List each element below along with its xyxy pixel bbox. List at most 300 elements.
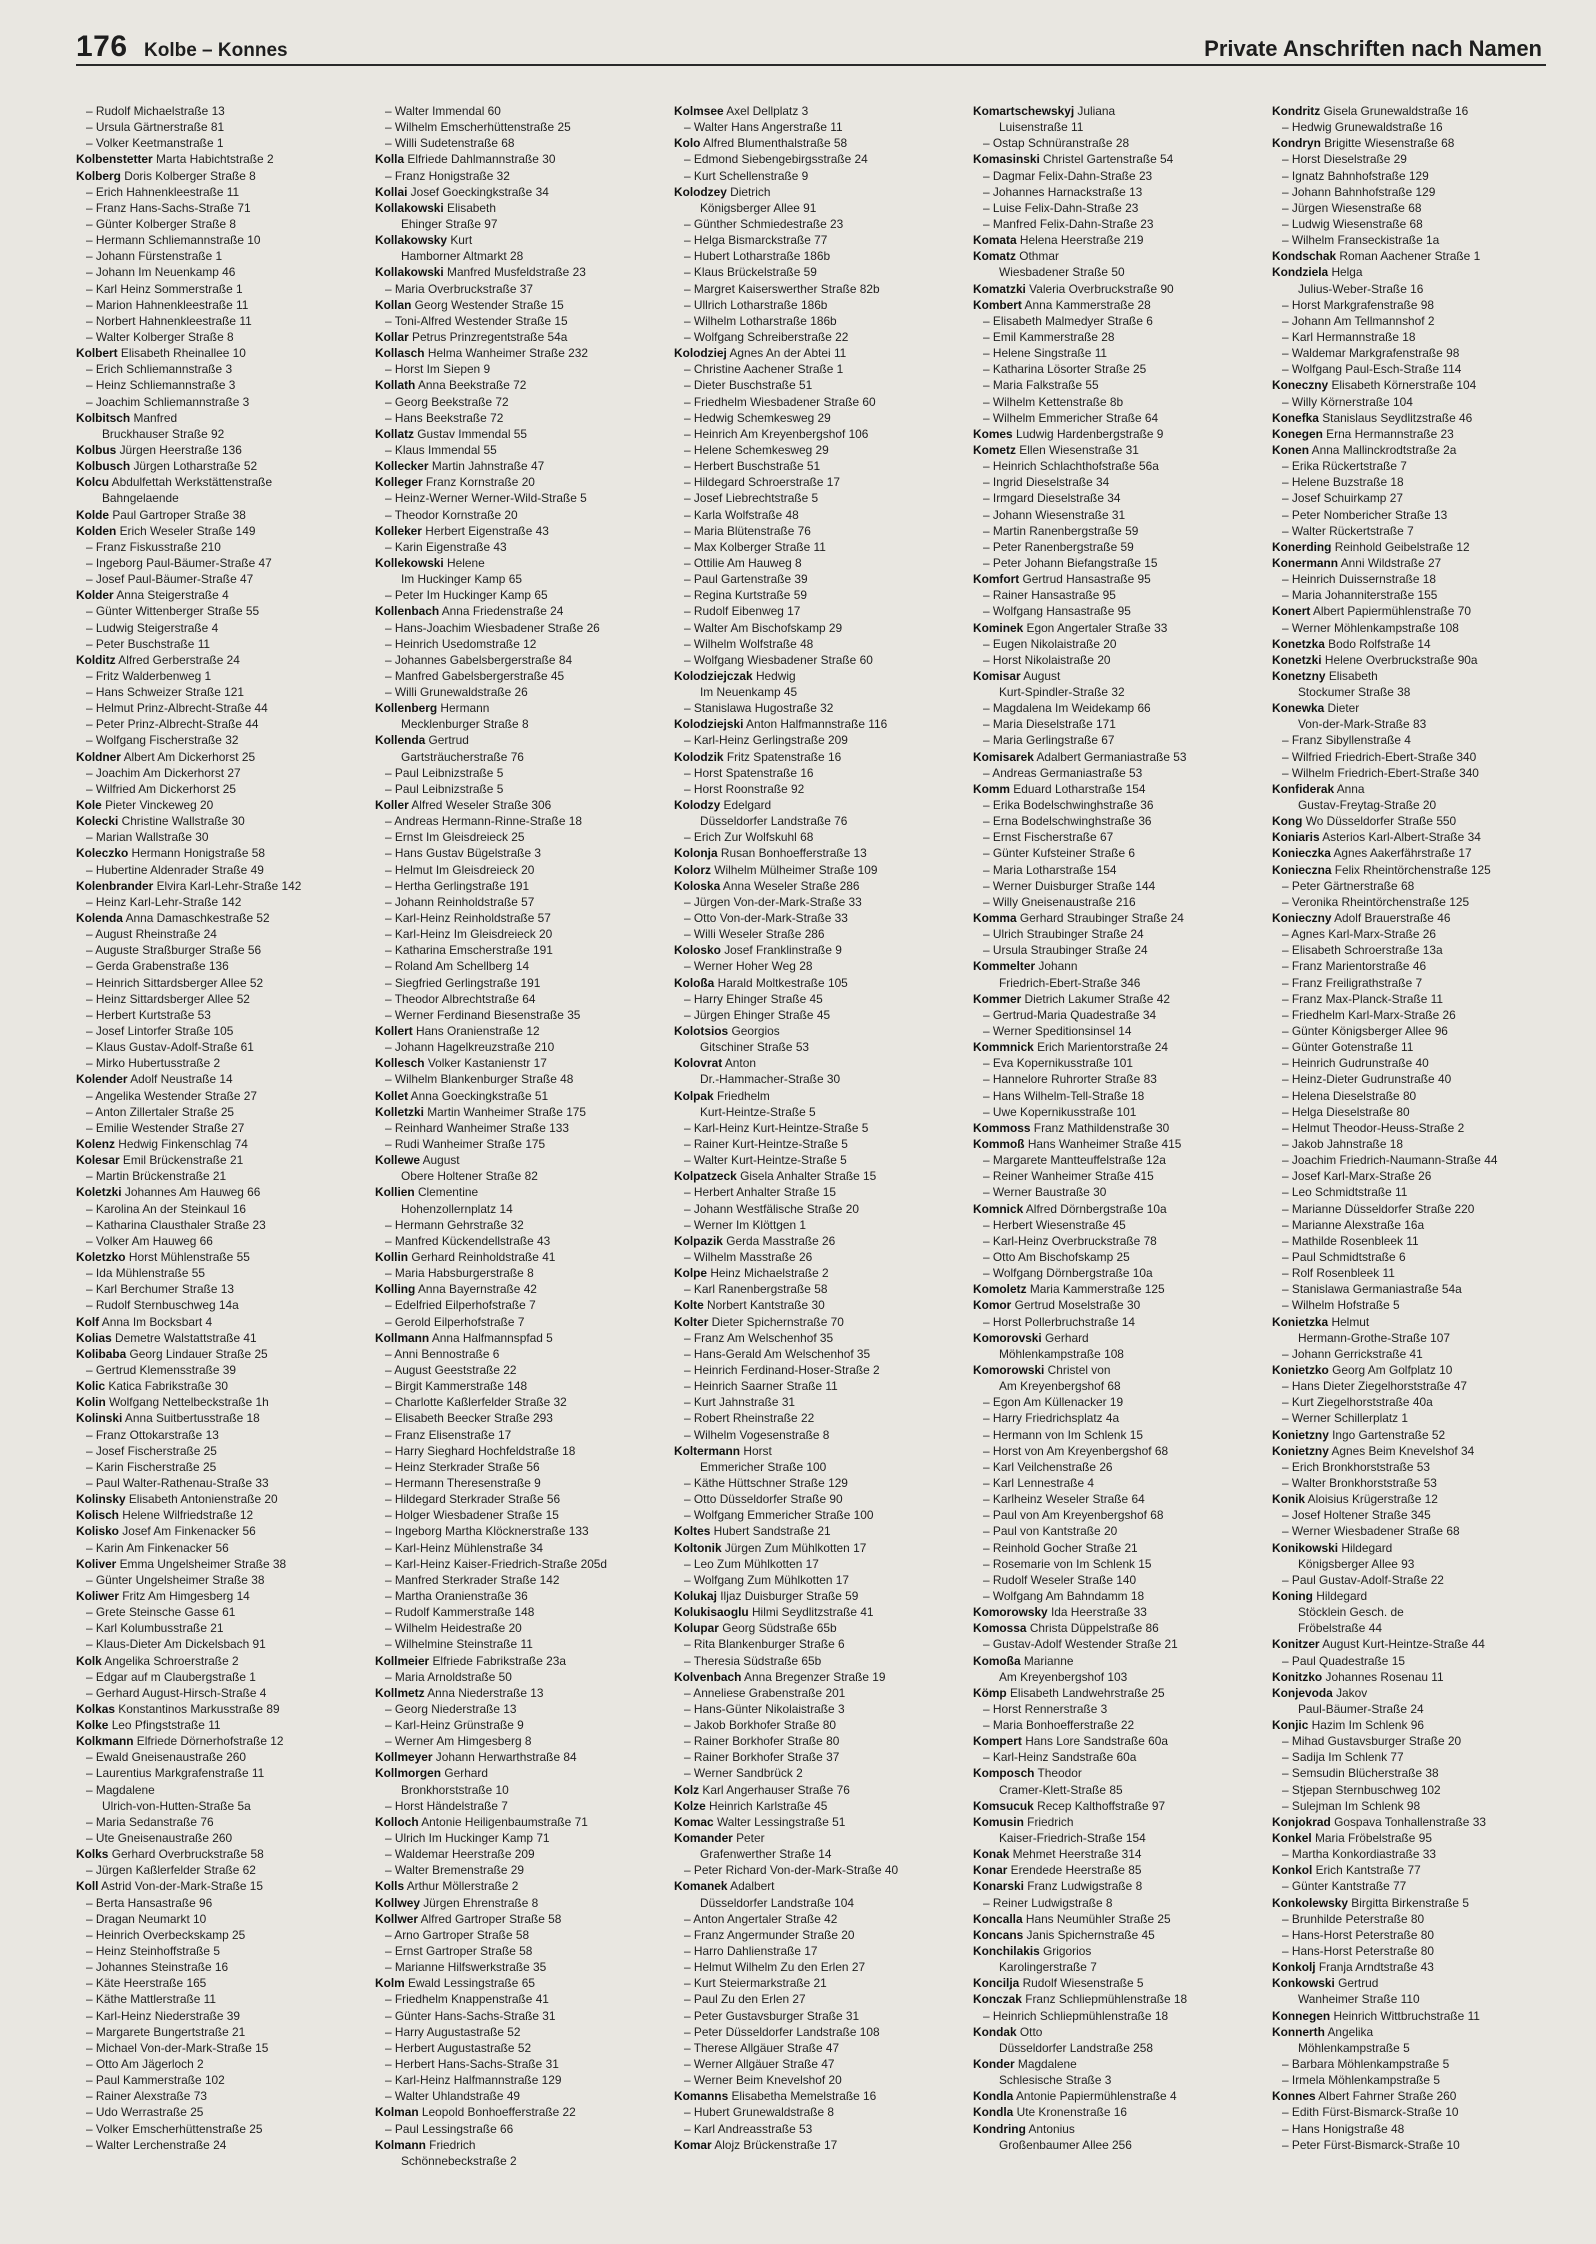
entry-details: Anna Suitbertusstraße 18 bbox=[122, 1411, 260, 1426]
directory-entry: – Jakob Jahnstraße 18 bbox=[1282, 1137, 1403, 1151]
entry-details: Iljaz Duisburger Straße 59 bbox=[716, 1588, 859, 1603]
surname: Komorowsky bbox=[973, 1605, 1048, 1620]
directory-entry: – Heinrich Usedomstraße 12 bbox=[385, 636, 537, 651]
entry-details: Petrus Prinzregentstraße 54a bbox=[408, 329, 568, 344]
directory-entry bbox=[76, 1491, 366, 1507]
directory-entry: – Günther Schmiedestraße 23 bbox=[684, 216, 844, 231]
entry-details: Adalbert bbox=[727, 1879, 775, 1894]
directory-entry: – Werner Speditionsinsel 14 bbox=[983, 1024, 1132, 1039]
directory-entry bbox=[375, 426, 665, 442]
directory-entry: – Hans-Joachim Wiesbadener Straße 26 bbox=[385, 620, 600, 635]
directory-entry: – Sulejman Im Schlenk 98 bbox=[1282, 1798, 1421, 1813]
entry-details: Leo Pfingststraße 11 bbox=[108, 1718, 221, 1733]
directory-entry bbox=[973, 1297, 1263, 1313]
surname: Kollenbach bbox=[375, 604, 440, 619]
entry-details: Ewald Lessingstraße 65 bbox=[404, 1976, 535, 1991]
directory-entry: – Marianne Düsseldorfer Straße 220 bbox=[1282, 1201, 1475, 1216]
directory-entry bbox=[375, 523, 665, 539]
directory-entry: – Theodor Albrechtstraße 64 bbox=[385, 991, 536, 1006]
directory-entry: – Marianne Alexstraße 16a bbox=[1282, 1217, 1425, 1232]
surname: Konietzka bbox=[1272, 1314, 1329, 1329]
directory-entry bbox=[375, 232, 665, 248]
directory-entry bbox=[1272, 410, 1562, 426]
directory-entry bbox=[1272, 135, 1562, 151]
directory-entry: – Josef Schuirkamp 27 bbox=[1282, 491, 1403, 506]
directory-entry bbox=[674, 1265, 964, 1281]
directory-entry: – Wolfgang Dörnbergstraße 10a bbox=[983, 1266, 1153, 1281]
directory-entry: – Ignatz Bahnhofstraße 129 bbox=[1282, 168, 1429, 183]
directory-entry bbox=[1272, 426, 1562, 442]
entry-details: Manfred bbox=[130, 410, 178, 425]
entry-details: Franja Arndtstraße 43 bbox=[1315, 1960, 1434, 1975]
directory-entry: – Peter Düsseldorfer Landstraße 108 bbox=[684, 2024, 880, 2039]
directory-entry: – Karl-Heinz Im Gleisdreieck 20 bbox=[385, 927, 553, 942]
surname: Konegen bbox=[1272, 426, 1323, 441]
directory-entry: – Heinrich Duissernstraße 18 bbox=[1282, 572, 1436, 587]
directory-entry: Schönnebeckstraße 2 bbox=[401, 2153, 517, 2168]
directory-entry: – Hans-Horst Peterstraße 80 bbox=[1282, 1927, 1434, 1942]
directory-entry: Grafenwerther Straße 14 bbox=[700, 1847, 832, 1862]
directory-entry: – Heinrich Overbeckskamp 25 bbox=[86, 1927, 246, 1942]
directory-entry bbox=[973, 781, 1263, 797]
surname: Kollakowsky bbox=[375, 233, 448, 248]
directory-entry: – Ernst Gartroper Straße 58 bbox=[385, 1944, 533, 1959]
surname: Kolinski bbox=[76, 1411, 123, 1426]
surname: Koneczny bbox=[1272, 378, 1329, 393]
directory-entry: – Mirko Hubertusstraße 2 bbox=[86, 1056, 221, 1071]
directory-entry bbox=[76, 410, 366, 426]
directory-entry: – Agnes Karl-Marx-Straße 26 bbox=[1282, 927, 1436, 942]
entry-details: August bbox=[419, 1153, 460, 1168]
directory-entry: Karolingerstraße 7 bbox=[999, 1960, 1097, 1975]
entry-details: Alojz Brückenstraße 17 bbox=[711, 2137, 838, 2152]
surname: Kolk bbox=[76, 1653, 102, 1668]
entry-details: Helene bbox=[443, 555, 485, 570]
directory-entry: – Wilhelm Friedrich-Ebert-Straße 340 bbox=[1282, 765, 1479, 780]
directory-entry: Großenbaumer Allee 256 bbox=[999, 2137, 1132, 2152]
surname: Kondla bbox=[973, 2105, 1014, 2120]
directory-entry: – Franz Angermunder Straße 20 bbox=[684, 1927, 855, 1942]
directory-entry bbox=[674, 1620, 964, 1636]
directory-entry: – Klaus Gustav-Adolf-Straße 61 bbox=[86, 1040, 254, 1055]
surname: Kollakowski bbox=[375, 265, 444, 280]
entry-details: Reinhold Geibelstraße 12 bbox=[1331, 539, 1470, 554]
directory-entry bbox=[1272, 1636, 1562, 1652]
directory-entry bbox=[674, 1523, 964, 1539]
directory-entry bbox=[1272, 1540, 1562, 1556]
directory-entry bbox=[76, 1346, 366, 1362]
entry-details: Wolfgang Nettelbeckstraße 1h bbox=[105, 1395, 269, 1410]
directory-entry: – Karl-Heinz Halfmannstraße 129 bbox=[385, 2073, 562, 2088]
directory-entry bbox=[1272, 1362, 1562, 1378]
directory-entry: – Rudolf Weseler Straße 140 bbox=[983, 1572, 1137, 1587]
entry-details: Christine Wallstraße 30 bbox=[118, 814, 245, 829]
surname: Komatz bbox=[973, 249, 1016, 264]
directory-entry: Düsseldorfer Landstraße 258 bbox=[999, 2040, 1154, 2055]
directory-entry: Möhlenkampstraße 108 bbox=[999, 1346, 1124, 1361]
directory-entry: – Maria Lotharstraße 154 bbox=[983, 862, 1117, 877]
directory-entry: – Erich Hahnenkleestraße 11 bbox=[86, 184, 240, 199]
directory-entry: – Friedhelm Karl-Marx-Straße 26 bbox=[1282, 1007, 1456, 1022]
surname: Koloßa bbox=[674, 975, 715, 990]
entry-details: Helena Heerstraße 219 bbox=[1016, 233, 1144, 248]
directory-entry: – Karl-Heinz Reinholdstraße 57 bbox=[385, 911, 551, 926]
entry-details: Grigorios bbox=[1039, 1944, 1092, 1959]
directory-entry: – Wilhelm Franseckistraße 1a bbox=[1282, 233, 1440, 248]
entry-details: Johannes Am Hauweg 66 bbox=[121, 1185, 261, 1200]
directory-entry: – Katharina Lösorter Straße 25 bbox=[983, 362, 1147, 377]
directory-entry: – Günter Hans-Sachs-Straße 31 bbox=[385, 2008, 556, 2023]
directory-entry bbox=[375, 1749, 665, 1765]
directory-entry: – Harry Sieghard Hochfeldstraße 18 bbox=[385, 1443, 576, 1458]
directory-entry: – Hermann Theresenstraße 9 bbox=[385, 1475, 541, 1490]
directory-entry: – Manfred Sterkrader Straße 142 bbox=[385, 1572, 560, 1587]
directory-entry bbox=[1272, 700, 1562, 716]
surname: Konkolewsky bbox=[1272, 1895, 1348, 1910]
directory-entry: – Emil Kammerstraße 28 bbox=[983, 329, 1115, 344]
entry-details: Ute Kronenstraße 16 bbox=[1013, 2105, 1127, 2120]
directory-entry: – Hildegard Schroerstraße 17 bbox=[684, 475, 840, 490]
surname: Komisarek bbox=[973, 749, 1034, 764]
entry-details: Gerhard Overbruckstraße 58 bbox=[108, 1847, 264, 1862]
directory-entry bbox=[973, 1281, 1263, 1297]
surname: Konieczna bbox=[1272, 862, 1332, 877]
entry-details: Otto bbox=[1016, 2024, 1043, 2039]
surname: Kollmeyer bbox=[375, 1750, 433, 1765]
directory-entry bbox=[76, 1507, 366, 1523]
directory-entry: – Hertha Gerlingstraße 191 bbox=[385, 878, 530, 893]
directory-entry bbox=[973, 1765, 1263, 1781]
entry-details: Erich Weseler Straße 149 bbox=[116, 523, 256, 538]
directory-entry: – Kurt Steiermarkstraße 21 bbox=[684, 1976, 827, 1991]
surname: Kolpazik bbox=[674, 1233, 723, 1248]
surname: Konik bbox=[1272, 1492, 1306, 1507]
directory-entry: – Fritz Walderbenweg 1 bbox=[86, 668, 212, 683]
directory-entry: – Maria Johanniterstraße 155 bbox=[1282, 588, 1438, 603]
directory-entry: – Margarete Bungertstraße 21 bbox=[86, 2024, 246, 2039]
entry-details: Juliana bbox=[1074, 104, 1116, 118]
directory-entry: – Johann Bahnhofstraße 129 bbox=[1282, 184, 1436, 199]
directory-entry bbox=[674, 878, 964, 894]
entry-details: Marta Habichtstraße 2 bbox=[152, 152, 274, 167]
entry-details: Manfred Musfeldstraße 23 bbox=[443, 265, 586, 280]
directory-entry bbox=[674, 1088, 964, 1104]
directory-entry: – Maria Overbruckstraße 37 bbox=[385, 281, 534, 296]
directory-entry bbox=[375, 151, 665, 167]
directory-entry: – Heinrich Gudrunstraße 40 bbox=[1282, 1056, 1429, 1071]
directory-entry bbox=[674, 1443, 964, 1459]
directory-entry: – Christine Aachener Straße 1 bbox=[684, 362, 844, 377]
surname: Kolleger bbox=[375, 475, 423, 490]
entry-details: Albert Fahrner Straße 260 bbox=[1315, 2089, 1457, 2104]
entry-details: Fritz Spatenstraße 16 bbox=[723, 749, 842, 764]
section-title: Private Anschriften nach Namen bbox=[1204, 36, 1542, 61]
directory-entry: – Anni Bennostraße 6 bbox=[385, 1346, 500, 1361]
surname: Konfiderak bbox=[1272, 781, 1335, 796]
surname: Kolditz bbox=[76, 652, 116, 667]
directory-entry: – Käthe Hüttschner Straße 129 bbox=[684, 1475, 848, 1490]
surname: Kolletzki bbox=[375, 1104, 424, 1119]
entry-details: Erna Hermannstraße 23 bbox=[1322, 426, 1454, 441]
directory-entry bbox=[375, 2137, 665, 2153]
surname: Kolotsios bbox=[674, 1024, 729, 1039]
directory-entry: – Walter Immendal 60 bbox=[385, 104, 501, 118]
directory-entry: – Käte Heerstraße 165 bbox=[86, 1976, 207, 1991]
directory-entry: – Otto Am Jägerloch 2 bbox=[86, 2057, 204, 2072]
entry-details: Elisabeth bbox=[443, 200, 496, 215]
directory-entry: – Volker Emscherhüttenstraße 25 bbox=[86, 2121, 263, 2136]
directory-entry: – Rudolf Michaelstraße 13 bbox=[86, 104, 225, 118]
directory-entry: – Horst Im Siepen 9 bbox=[385, 362, 491, 377]
directory-entry: – Leo Schmidtstraße 11 bbox=[1282, 1185, 1408, 1200]
directory-entry: – Peter Fürst-Bismarck-Straße 10 bbox=[1282, 2137, 1460, 2152]
directory-entry bbox=[973, 1798, 1263, 1814]
directory-entry bbox=[76, 523, 366, 539]
directory-entry bbox=[674, 1168, 964, 1184]
surname: Konkel bbox=[1272, 1831, 1312, 1846]
surname: Konetzny bbox=[1272, 668, 1326, 683]
entry-details: Anna Bayernstraße 42 bbox=[415, 1282, 537, 1297]
directory-entry bbox=[1272, 813, 1562, 829]
surname: Kolukaj bbox=[674, 1588, 717, 1603]
surname: Kombert bbox=[973, 297, 1022, 312]
directory-entry bbox=[375, 1023, 665, 1039]
directory-entry: – Wilhelm Vogesenstraße 8 bbox=[684, 1427, 830, 1442]
entry-details: Johann bbox=[1035, 959, 1078, 974]
entry-details: Jürgen Lotharstraße 52 bbox=[130, 459, 258, 474]
entry-details: Pieter Vinckeweg 20 bbox=[101, 798, 214, 813]
directory-entry bbox=[375, 1184, 665, 1200]
surname: Kolin bbox=[76, 1395, 106, 1410]
directory-entry: – Karl Ranenbergstraße 58 bbox=[684, 1282, 828, 1297]
entry-details: Paul Gartroper Straße 38 bbox=[109, 507, 246, 522]
directory-entry: – Helene Schemkesweg 29 bbox=[684, 442, 829, 457]
directory-entry: – Walter Bronkhorststraße 53 bbox=[1282, 1475, 1437, 1490]
directory-entry: – Stanislawa Germaniastraße 54a bbox=[1282, 1282, 1462, 1297]
entry-details: Anna Damaschkestraße 52 bbox=[122, 911, 270, 926]
entry-details: Anna Goeckingkstraße 51 bbox=[408, 1088, 549, 1103]
directory-entry: – Wilhelm Emmericher Straße 64 bbox=[983, 410, 1159, 425]
entry-details: Anna Friedenstraße 24 bbox=[439, 604, 564, 619]
surname: Kolden bbox=[76, 523, 117, 538]
directory-entry: – Franz Fiskusstraße 210 bbox=[86, 539, 221, 554]
directory-entry bbox=[375, 474, 665, 490]
surname: Kolbusch bbox=[76, 459, 131, 474]
directory-entry: – Martha Oranienstraße 36 bbox=[385, 1588, 528, 1603]
directory-entry: – Karl Veilchenstraße 26 bbox=[983, 1459, 1113, 1474]
surname: Kolenbrander bbox=[76, 878, 154, 893]
surname: Konieczny bbox=[1272, 911, 1332, 926]
directory-entry bbox=[1272, 652, 1562, 668]
directory-entry bbox=[674, 103, 964, 119]
directory-entry bbox=[1272, 1427, 1562, 1443]
directory-entry: – Ulrich Straubinger Straße 24 bbox=[983, 927, 1144, 942]
entry-details: Martin Jahnstraße 47 bbox=[428, 459, 545, 474]
directory-entry bbox=[1272, 668, 1562, 684]
entry-details: Anna Bregenzer Straße 19 bbox=[741, 1669, 886, 1684]
directory-entry: – Johannes Gabelsbergerstraße 84 bbox=[385, 652, 573, 667]
surname: Kolosko bbox=[674, 943, 721, 958]
directory-entry: – Klaus Immendal 55 bbox=[385, 442, 497, 457]
directory-entry: – Herbert Hans-Sachs-Straße 31 bbox=[385, 2057, 559, 2072]
directory-entry: – Johann Westfälische Straße 20 bbox=[684, 1201, 859, 1216]
entry-details: Hans Lore Sandstraße 60a bbox=[1021, 1734, 1168, 1749]
surname: Komoletz bbox=[973, 1282, 1027, 1297]
directory-entry bbox=[973, 571, 1263, 587]
directory-entry bbox=[76, 587, 366, 603]
entry-details: Leopold Bonhoefferstraße 22 bbox=[418, 2105, 576, 2120]
surname: Kollenda bbox=[375, 733, 426, 748]
directory-entry bbox=[674, 749, 964, 765]
entry-details: Rusan Bonhoefferstraße 13 bbox=[717, 846, 867, 861]
entry-details: Heinrich Wittbruchstraße 11 bbox=[1330, 2008, 1480, 2023]
directory-entry bbox=[1272, 248, 1562, 264]
entry-details: Walter Lessingstraße 51 bbox=[713, 1814, 846, 1829]
surname: Koncalla bbox=[973, 1911, 1023, 1926]
surname: Kolde bbox=[76, 507, 110, 522]
directory-entry: – Ernst Fischerstraße 67 bbox=[983, 830, 1114, 845]
surname: Komasinski bbox=[973, 152, 1040, 167]
entry-details: Alfred Dörnbergstraße 10a bbox=[1023, 1201, 1167, 1216]
directory-entry: – Johann Am Tellmannshof 2 bbox=[1282, 313, 1435, 328]
directory-entry: – Helene Singstraße 11 bbox=[983, 346, 1108, 361]
surname: Kole bbox=[76, 798, 102, 813]
directory-entry bbox=[973, 1943, 1263, 1959]
entry-details: Horst Mühlenstraße 55 bbox=[125, 1249, 250, 1264]
directory-entry: – Manfred Felix-Dahn-Straße 23 bbox=[983, 216, 1154, 231]
entry-details: Othmar bbox=[1015, 249, 1059, 264]
entry-details: Hans Wanheimer Straße 415 bbox=[1024, 1137, 1182, 1151]
surname: Komisar bbox=[973, 668, 1021, 683]
directory-entry: – Günter Gotenstraße 11 bbox=[1282, 1040, 1414, 1055]
directory-entry: – Peter Im Huckinger Kamp 65 bbox=[385, 588, 548, 603]
column-3 bbox=[674, 103, 964, 2213]
directory-entry: – Hannelore Ruhrorter Straße 83 bbox=[983, 1072, 1157, 1087]
directory-entry: – Helga Bismarckstraße 77 bbox=[684, 233, 828, 248]
surname: Kolf bbox=[76, 1314, 100, 1329]
directory-entry bbox=[375, 297, 665, 313]
entry-details: Dieter Spichernstraße 70 bbox=[708, 1314, 844, 1329]
directory-entry: – Max Kolberger Straße 11 bbox=[684, 539, 826, 554]
directory-entry: – Karl-Heinz Niederstraße 39 bbox=[86, 2008, 240, 2023]
surname: Komsucuk bbox=[973, 1798, 1034, 1813]
directory-entry: – Walter Am Bischofskamp 29 bbox=[684, 620, 843, 635]
directory-entry: – Helmut Im Gleisdreieck 20 bbox=[385, 862, 535, 877]
surname: Kondryn bbox=[1272, 136, 1321, 151]
directory-entry: – Ute Gneisenaustraße 260 bbox=[86, 1831, 233, 1846]
directory-entry bbox=[76, 1136, 366, 1152]
directory-entry: – Rita Blankenburger Straße 6 bbox=[684, 1637, 845, 1652]
directory-entry: – Franz Honigstraße 32 bbox=[385, 168, 510, 183]
surname: Komanek bbox=[674, 1879, 728, 1894]
directory-entry bbox=[1272, 103, 1562, 119]
directory-entry: Stöcklein Gesch. de bbox=[1298, 1605, 1404, 1620]
directory-entry: Hermann-Grothe-Straße 107 bbox=[1298, 1330, 1451, 1345]
directory-entry: – Karl Hermannstraße 18 bbox=[1282, 329, 1416, 344]
directory-entry: – Horst Pollerbruchstraße 14 bbox=[983, 1314, 1136, 1329]
directory-entry bbox=[973, 103, 1263, 119]
directory-entry: – Semsudin Blücherstraße 38 bbox=[1282, 1766, 1439, 1781]
directory-entry: – Karl-Heinz Kurt-Heintze-Straße 5 bbox=[684, 1120, 869, 1135]
surname: Kollan bbox=[375, 297, 412, 312]
directory-entry bbox=[76, 1846, 366, 1862]
entry-details: Hans Neumühler Straße 25 bbox=[1022, 1911, 1171, 1926]
directory-entry bbox=[973, 1620, 1263, 1636]
entry-details: Helene Overbruckstraße 90a bbox=[1321, 652, 1478, 667]
entry-details: Gisela Anhalter Straße 15 bbox=[736, 1169, 877, 1184]
entry-details: Anna bbox=[1334, 781, 1365, 796]
directory-entry bbox=[1272, 1717, 1562, 1733]
directory-entry: – Wolfgang Emmericher Straße 100 bbox=[684, 1508, 874, 1523]
directory-entry: – Toni-Alfred Westender Straße 15 bbox=[385, 313, 568, 328]
surname: Kollath bbox=[375, 378, 416, 393]
directory-entry: – Wilhelm Hofstraße 5 bbox=[1282, 1298, 1400, 1313]
directory-entry: – Rainer Borkhofer Straße 37 bbox=[684, 1750, 840, 1765]
entry-details: Demetre Walstattstraße 41 bbox=[111, 1330, 257, 1345]
directory-entry bbox=[375, 1814, 665, 1830]
directory-entry bbox=[1272, 1862, 1562, 1878]
directory-entry: Von-der-Mark-Straße 83 bbox=[1298, 717, 1427, 732]
directory-entry: – Martin Ranenbergstraße 59 bbox=[983, 523, 1139, 538]
directory-entry: – Wilhelm Lotharstraße 186b bbox=[684, 313, 837, 328]
column-5 bbox=[1272, 103, 1562, 2213]
directory-entry bbox=[76, 1071, 366, 1087]
surname: Konitzer bbox=[1272, 1637, 1320, 1652]
directory-entry bbox=[973, 1846, 1263, 1862]
surname: Koletzki bbox=[76, 1185, 122, 1200]
directory-entry: – Hedwig Schemkesweg 29 bbox=[684, 410, 831, 425]
directory-entry: – Werner Am Himgesberg 8 bbox=[385, 1734, 532, 1749]
entry-details: Franz Kornstraße 20 bbox=[422, 475, 535, 490]
entry-details: Kurt bbox=[447, 233, 473, 248]
directory-entry bbox=[375, 732, 665, 748]
surname: Komm bbox=[973, 781, 1010, 796]
directory-entry: – Volker Keetmanstraße 1 bbox=[86, 136, 224, 151]
directory-entry bbox=[973, 1862, 1263, 1878]
surname: Kolonja bbox=[674, 846, 718, 861]
directory-entry: – Paul Lessingstraße 66 bbox=[385, 2121, 514, 2136]
directory-entry: – Willi Grunewaldstraße 26 bbox=[385, 685, 528, 700]
entry-details: Hermann bbox=[437, 701, 490, 716]
directory-entry: – Erich Schliemannstraße 3 bbox=[86, 362, 233, 377]
directory-entry: – Josef Lintorfer Straße 105 bbox=[86, 1024, 234, 1039]
surname: Kolenz bbox=[76, 1137, 115, 1151]
entry-details: Harald Moltkestraße 105 bbox=[714, 975, 848, 990]
directory-entry: Am Kreyenbergshof 103 bbox=[999, 1669, 1128, 1684]
directory-entry: – Werner Allgäuer Straße 47 bbox=[684, 2057, 835, 2072]
directory-entry bbox=[973, 910, 1263, 926]
surname: Komanns bbox=[674, 2089, 729, 2104]
surname: Koliwer bbox=[76, 1588, 119, 1603]
directory-entry bbox=[1272, 377, 1562, 393]
directory-entry: – Maria Gerlingstraße 67 bbox=[983, 733, 1115, 748]
directory-entry bbox=[76, 345, 366, 361]
directory-entry bbox=[973, 1136, 1263, 1152]
directory-entry bbox=[76, 797, 366, 813]
directory-entry bbox=[76, 845, 366, 861]
surname: Konjevoda bbox=[1272, 1685, 1333, 1700]
directory-entry: – Jürgen Kaßlerfelder Straße 62 bbox=[86, 1863, 256, 1878]
surname: Konkol bbox=[1272, 1863, 1313, 1878]
directory-entry bbox=[674, 2088, 964, 2104]
directory-entry: – Marian Wallstraße 30 bbox=[86, 830, 209, 845]
directory-entry: – Angelika Westender Straße 27 bbox=[86, 1088, 257, 1103]
directory-entry bbox=[76, 1330, 366, 1346]
directory-entry: – Ullrich Lotharstraße 186b bbox=[684, 297, 828, 312]
entry-details: Christel von bbox=[1044, 1362, 1111, 1377]
surname: Konczak bbox=[973, 1992, 1022, 2007]
surname: Konak bbox=[973, 1847, 1010, 1862]
